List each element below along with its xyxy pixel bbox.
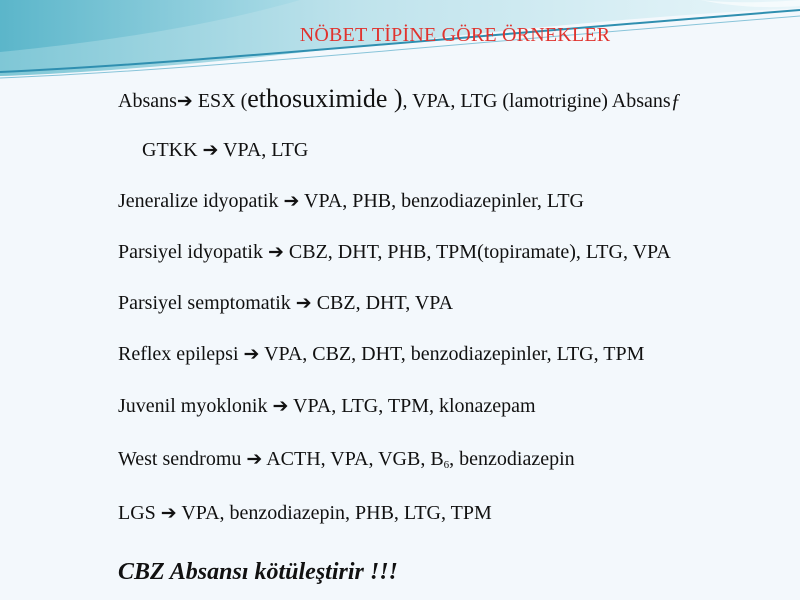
ethosuximide-text: ethosuximide ) <box>247 84 403 113</box>
arrow-right-icon: ➔ <box>160 502 177 524</box>
row-drugs: CBZ, DHT, PHB, TPM(topiramate), LTG, VPA <box>283 241 671 263</box>
row-label: Juvenil myoklonik <box>118 395 273 417</box>
row-parsiyel-semptomatik <box>118 292 453 315</box>
arrow-right-icon: ➔ <box>272 395 289 417</box>
arrow-right-icon: ➔ <box>246 448 263 470</box>
arrow-right-icon: ➔ <box>176 90 193 112</box>
row-label: Reflex epilepsi <box>118 343 244 365</box>
row-drugs: VPA, PHB, benzodiazepinler, LTG <box>299 190 584 212</box>
row-lgs <box>118 502 492 525</box>
arrow-right-icon: ➔ <box>295 292 312 314</box>
row-label: Jeneralize idyopatik <box>118 190 284 212</box>
row-drugs: CBZ, DHT, VPA <box>311 292 454 314</box>
absans-tail-text: ƒ <box>670 90 681 112</box>
absans-label: Absans <box>118 90 177 112</box>
esx-text: ESX ( <box>192 90 248 112</box>
row-label: Parsiyel idyopatik <box>118 241 268 263</box>
arrow-right-icon: ➔ <box>243 343 260 365</box>
row-west-sendromu <box>118 448 575 471</box>
warning-text: CBZ Absansı kötüleştirir !!! <box>118 559 398 585</box>
row-reflex-epilepsi <box>118 343 644 366</box>
row-juvenil-myoklonik <box>118 395 536 418</box>
row-label: West sendromu <box>118 448 247 470</box>
row-absans <box>118 84 681 114</box>
absans-drugs-text: , VPA, LTG (lamotrigine) Absans <box>402 90 671 112</box>
row-label: Parsiyel semptomatik <box>118 292 296 314</box>
west-subscript: 6 <box>443 459 450 471</box>
arrow-right-icon: ➔ <box>283 190 300 212</box>
gtkk-label: GTKK <box>142 139 203 161</box>
arrow-right-icon: ➔ <box>267 241 284 263</box>
row-jeneralize-idyopatik <box>118 190 584 213</box>
arrow-right-icon: ➔ <box>202 139 219 161</box>
row-gtkk <box>142 139 308 162</box>
row-drugs: VPA, CBZ, DHT, benzodiazepinler, LTG, TPM <box>259 343 645 365</box>
row-label: LGS <box>118 502 161 524</box>
west-drugs-a: ACTH, VPA, VGB, B <box>262 448 444 470</box>
row-drugs: VPA, benzodiazepin, PHB, LTG, TPM <box>176 502 492 524</box>
gtkk-drugs: VPA, LTG <box>218 139 309 161</box>
row-drugs: VPA, LTG, TPM, klonazepam <box>288 395 536 417</box>
west-drugs-b: , benzodiazepin <box>449 448 575 470</box>
row-parsiyel-idyopatik <box>118 241 671 264</box>
slide-title: NÖBET TİPİNE GÖRE ÖRNEKLER <box>299 24 611 46</box>
